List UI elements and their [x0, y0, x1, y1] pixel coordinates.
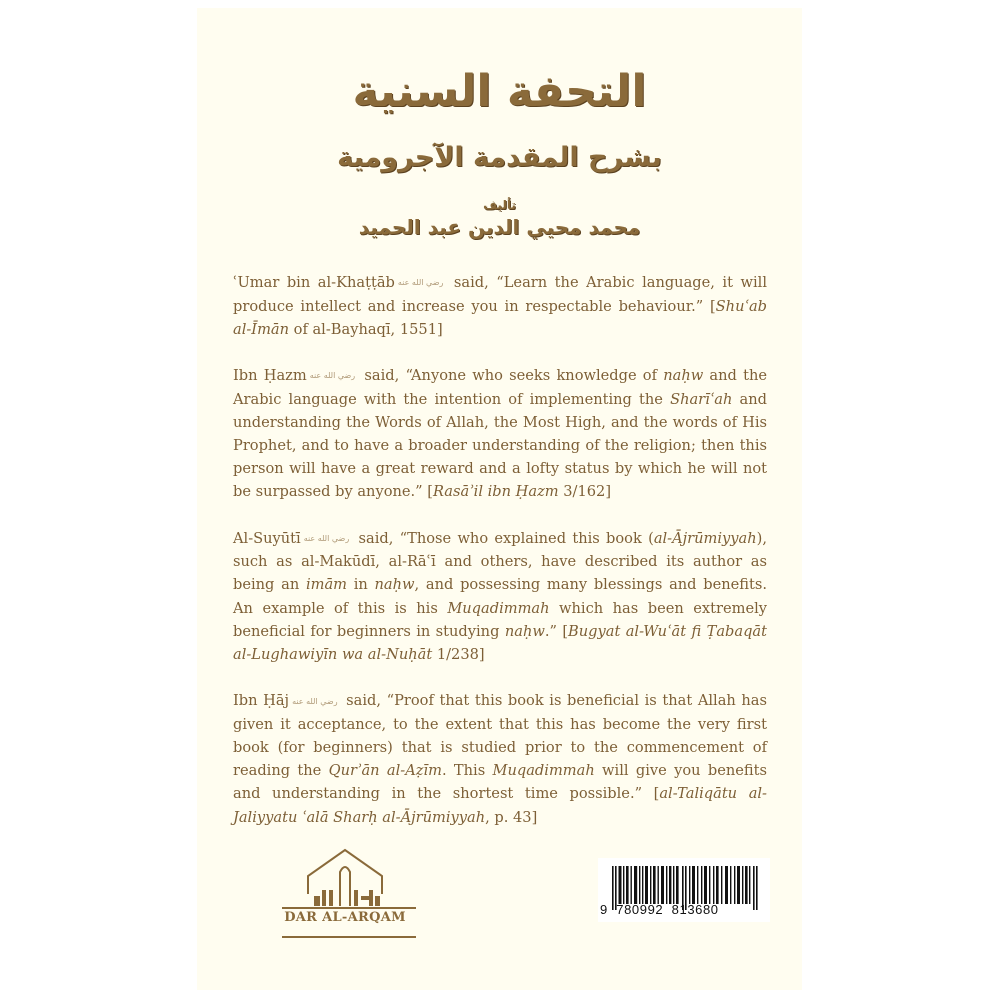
arabic-author-name: محمد محيي الدين عبد الحميد — [358, 215, 641, 239]
quote-speaker: Ibn Ḥazm — [233, 367, 307, 384]
quote-speaker: Al-Suyūtī — [233, 529, 301, 547]
book-back-cover — [197, 8, 802, 990]
arabic-title: التحفة السنية — [352, 66, 647, 117]
honorific-icon: رضي الله عنه — [303, 534, 350, 543]
quote-ibn-haj: Ibn Ḥāj رضي الله عنه said, “Proof that this book is beneficial is that Allah has given it acceptance, to the extent that this has become the very first book (for beginners) that is studied prior to the commencement of reading the Qurʾān al-Aẓīm. This Muqadimmah will give you benefits and understanding in the shortest time possible.” [al-Taliqātu al-Jaliyyatu ʿalā Sharḥ al-Ājrūmiyyah, p. 43] — [233, 689, 767, 829]
house-logo-icon — [274, 846, 424, 941]
isbn-number: 9 780992 813680 — [600, 902, 719, 917]
publisher-logo — [274, 846, 434, 941]
isbn-barcode — [598, 858, 770, 922]
quote-umar: ʿUmar bin al-Khaṭṭāb رضي الله عنه said, “Learn the Arabic language, it will produce intellect and increase you in respectable behaviour.” [Shuʿab al-Īmān of al-Bayhaqī, 1551] — [233, 271, 767, 341]
quote-speaker: ʿUmar bin al-Khaṭṭāb — [233, 274, 395, 291]
honorific-icon: رضي الله عنه — [397, 278, 444, 288]
quote-speaker: Ibn Ḥāj — [233, 692, 290, 710]
arabic-subtitle: بشرح المقدمة الآجرومية — [337, 142, 662, 173]
arabic-author-label: تأليف — [483, 198, 516, 212]
publisher-name: DAR AL-ARQAM — [284, 910, 406, 925]
honorific-icon: رضي الله عنه — [292, 696, 338, 706]
quote-suyuti: Al-Suyūtī رضي الله عنه said, “Those who explained this book (al-Ājrūmiyyah), such as al-Makūdī, al-Rāʿī and others, have described its author as being an imām in naḥw, and possessing many blessings and benefits. An example of this is his Muqadimmah which has been extremely beneficial for beginners in studying naḥw.” [Bugyat al-Wuʿāt fi Ṭabaqāt al-Lughawiyīn wa al-Nuḥāt 1/238] — [233, 527, 767, 667]
honorific-icon: رضي الله عنه — [309, 371, 356, 381]
quote-ibn-hazm: Ibn Ḥazm رضي الله عنه said, “Anyone who seeks knowledge of naḥw and the Arabic language with the intention of implementing the Sharīʿah and understanding the Words of Allah, the Most High, and the words of His Prophet, and to have a broader understanding of the religion; then this person will have a great reward and a lofty status by which he will not be surpassed by anyone.” [Rasāʾil ibn Ḥazm 3/162] — [233, 364, 767, 504]
quotes-body — [233, 271, 767, 852]
